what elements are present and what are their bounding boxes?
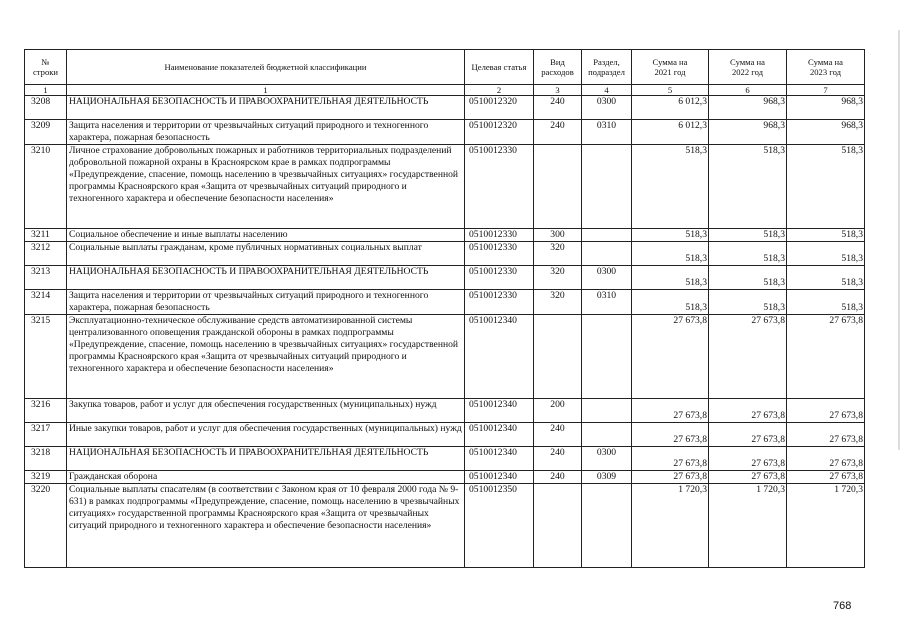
sum-2022: 518,3	[709, 266, 787, 290]
header-target-article: Целевая статья	[465, 50, 534, 85]
indicator-name: Социальные выплаты спасателям (в соответствии с Законом края от 10 февраля 2000 года № 9-631) в рамках подпрограммы «Предупреждение, спасение, помощь населению в чрезвычайных ситуациях» государственной программы Красноярского края «Защита от чрезвычайных ситуаций природного и техногенного характера и обеспечение безопасности населения»	[67, 484, 465, 568]
sum-2023: 1 720,3	[787, 484, 865, 568]
sum-2022: 1 720,3	[709, 484, 787, 568]
header-sum-2023: Сумма на 2023 год	[787, 50, 865, 85]
sum-2023: 27 673,8	[787, 471, 865, 484]
indicator-name: Защита населения и территории от чрезвычайных ситуаций природного и техногенного характера, пожарная безопасность	[67, 120, 465, 145]
target-article: 0510012330	[465, 229, 534, 242]
column-number: 6	[709, 85, 787, 96]
row-number: 3220	[25, 484, 67, 568]
sum-2023: 518,3	[787, 266, 865, 290]
column-number: 1	[25, 85, 67, 96]
section-code	[582, 229, 632, 242]
section-code: 0310	[582, 120, 632, 145]
target-article: 0510012330	[465, 145, 534, 229]
row-number: 3210	[25, 145, 67, 229]
expense-type: 240	[534, 447, 582, 471]
column-number: 5	[632, 85, 709, 96]
sum-2021: 1 720,3	[632, 484, 709, 568]
section-code	[582, 484, 632, 568]
section-code: 0300	[582, 266, 632, 290]
expense-type	[534, 145, 582, 229]
row-number: 3218	[25, 447, 67, 471]
table-row	[25, 315, 865, 399]
table-row	[25, 290, 865, 315]
sum-2022: 27 673,8	[709, 447, 787, 471]
sum-2022: 27 673,8	[709, 471, 787, 484]
target-article: 0510012340	[465, 399, 534, 423]
table-row	[25, 399, 865, 423]
target-article: 0510012320	[465, 96, 534, 120]
row-number: 3211	[25, 229, 67, 242]
expense-type: 240	[534, 96, 582, 120]
header-row-number: № строки	[25, 50, 67, 85]
sum-2022: 968,3	[709, 120, 787, 145]
row-number: 3216	[25, 399, 67, 423]
column-number-row	[25, 85, 865, 96]
section-code	[582, 315, 632, 399]
row-number: 3209	[25, 120, 67, 145]
indicator-name: НАЦИОНАЛЬНАЯ БЕЗОПАСНОСТЬ И ПРАВООХРАНИТЕЛЬНАЯ ДЕЯТЕЛЬНОСТЬ	[67, 447, 465, 471]
sum-2023: 968,3	[787, 96, 865, 120]
sum-2022: 518,3	[709, 290, 787, 315]
sum-2023: 27 673,8	[787, 447, 865, 471]
expense-type: 240	[534, 471, 582, 484]
header-sum-2021: Сумма на 2021 год	[632, 50, 709, 85]
sum-2022: 518,3	[709, 145, 787, 229]
row-number: 3215	[25, 315, 67, 399]
section-code	[582, 399, 632, 423]
column-number: 2	[465, 85, 534, 96]
sum-2021: 518,3	[632, 290, 709, 315]
header-row	[25, 50, 865, 85]
target-article: 0510012340	[465, 471, 534, 484]
expense-type: 320	[534, 290, 582, 315]
budget-table	[24, 49, 865, 568]
indicator-name: Закупка товаров, работ и услуг для обеспечения государственных (муниципальных) нужд	[67, 399, 465, 423]
expense-type	[534, 315, 582, 399]
table-row	[25, 96, 865, 120]
sum-2022: 968,3	[709, 96, 787, 120]
sum-2022: 27 673,8	[709, 423, 787, 447]
target-article: 0510012320	[465, 120, 534, 145]
scan-edge-mark	[898, 30, 900, 450]
target-article: 0510012340	[465, 315, 534, 399]
sum-2021: 6 012,3	[632, 96, 709, 120]
target-article: 0510012330	[465, 290, 534, 315]
section-code	[582, 145, 632, 229]
sum-2023: 518,3	[787, 242, 865, 266]
sum-2022: 518,3	[709, 229, 787, 242]
sum-2021: 6 012,3	[632, 120, 709, 145]
table-row	[25, 229, 865, 242]
column-number: 1	[67, 85, 465, 96]
sum-2022: 27 673,8	[709, 315, 787, 399]
target-article: 0510012330	[465, 242, 534, 266]
row-number: 3213	[25, 266, 67, 290]
section-code	[582, 423, 632, 447]
target-article: 0510012340	[465, 447, 534, 471]
row-number: 3212	[25, 242, 67, 266]
sum-2021: 518,3	[632, 229, 709, 242]
expense-type	[534, 484, 582, 568]
indicator-name: Иные закупки товаров, работ и услуг для обеспечения государственных (муниципальных) нужд	[67, 423, 465, 447]
indicator-name: Эксплуатационно-техническое обслуживание средств автоматизированной системы централизованного оповещения гражданской обороны в рамках подпрограммы «Предупреждение, спасение, помощь населению в чрезвычайных ситуациях» государственной программы Красноярского края «Защита от чрезвычайных ситуаций природного и техногенного характера и обеспечение безопасности населения»	[67, 315, 465, 399]
row-number: 3219	[25, 471, 67, 484]
sum-2023: 518,3	[787, 145, 865, 229]
indicator-name: НАЦИОНАЛЬНАЯ БЕЗОПАСНОСТЬ И ПРАВООХРАНИТЕЛЬНАЯ ДЕЯТЕЛЬНОСТЬ	[67, 266, 465, 290]
indicator-name: НАЦИОНАЛЬНАЯ БЕЗОПАСНОСТЬ И ПРАВООХРАНИТЕЛЬНАЯ ДЕЯТЕЛЬНОСТЬ	[67, 96, 465, 120]
sum-2021: 27 673,8	[632, 315, 709, 399]
target-article: 0510012330	[465, 266, 534, 290]
target-article: 0510012350	[465, 484, 534, 568]
indicator-name: Социальное обеспечение и иные выплаты населению	[67, 229, 465, 242]
column-number: 3	[534, 85, 582, 96]
table-row	[25, 423, 865, 447]
expense-type: 200	[534, 399, 582, 423]
expense-type: 240	[534, 423, 582, 447]
sum-2021: 518,3	[632, 242, 709, 266]
page-number: 768	[833, 600, 852, 612]
sum-2021: 518,3	[632, 266, 709, 290]
table-row	[25, 447, 865, 471]
sum-2023: 27 673,8	[787, 315, 865, 399]
indicator-name: Социальные выплаты гражданам, кроме публичных нормативных социальных выплат	[67, 242, 465, 266]
sum-2022: 27 673,8	[709, 399, 787, 423]
column-number: 7	[787, 85, 865, 96]
sum-2023: 968,3	[787, 120, 865, 145]
sum-2023: 27 673,8	[787, 399, 865, 423]
expense-type: 240	[534, 120, 582, 145]
sum-2021: 27 673,8	[632, 471, 709, 484]
sum-2021: 27 673,8	[632, 423, 709, 447]
sum-2021: 27 673,8	[632, 447, 709, 471]
indicator-name: Гражданская оборона	[67, 471, 465, 484]
section-code: 0300	[582, 447, 632, 471]
indicator-name: Личное страхование добровольных пожарных и работников территориальных подразделений добровольной пожарной охраны в Красноярском крае в рамках подпрограммы «Предупреждение, спасение, помощь населению в чрезвычайных ситуациях» государственной программы Красноярского края «Защита от чрезвычайных ситуаций природного и техногенного характера и обеспечение безопасности населения»	[67, 145, 465, 229]
table-row	[25, 145, 865, 229]
table-row	[25, 120, 865, 145]
header-section: Раздел, подраздел	[582, 50, 632, 85]
section-code: 0309	[582, 471, 632, 484]
table-row	[25, 484, 865, 568]
expense-type: 320	[534, 242, 582, 266]
table-row	[25, 266, 865, 290]
section-code	[582, 242, 632, 266]
expense-type: 300	[534, 229, 582, 242]
sum-2021: 518,3	[632, 145, 709, 229]
sum-2022: 518,3	[709, 242, 787, 266]
sum-2023: 27 673,8	[787, 423, 865, 447]
header-indicator-name: Наименование показателей бюджетной классификации	[67, 50, 465, 85]
column-number: 4	[582, 85, 632, 96]
sum-2023: 518,3	[787, 229, 865, 242]
sum-2023: 518,3	[787, 290, 865, 315]
section-code: 0300	[582, 96, 632, 120]
sum-2021: 27 673,8	[632, 399, 709, 423]
expense-type: 320	[534, 266, 582, 290]
table-row	[25, 471, 865, 484]
row-number: 3214	[25, 290, 67, 315]
target-article: 0510012340	[465, 423, 534, 447]
header-sum-2022: Сумма на 2022 год	[709, 50, 787, 85]
table-row	[25, 242, 865, 266]
row-number: 3208	[25, 96, 67, 120]
row-number: 3217	[25, 423, 67, 447]
header-expense-type: Вид расходов	[534, 50, 582, 85]
section-code: 0310	[582, 290, 632, 315]
indicator-name: Защита населения и территории от чрезвычайных ситуаций природного и техногенного характера, пожарная безопасность	[67, 290, 465, 315]
